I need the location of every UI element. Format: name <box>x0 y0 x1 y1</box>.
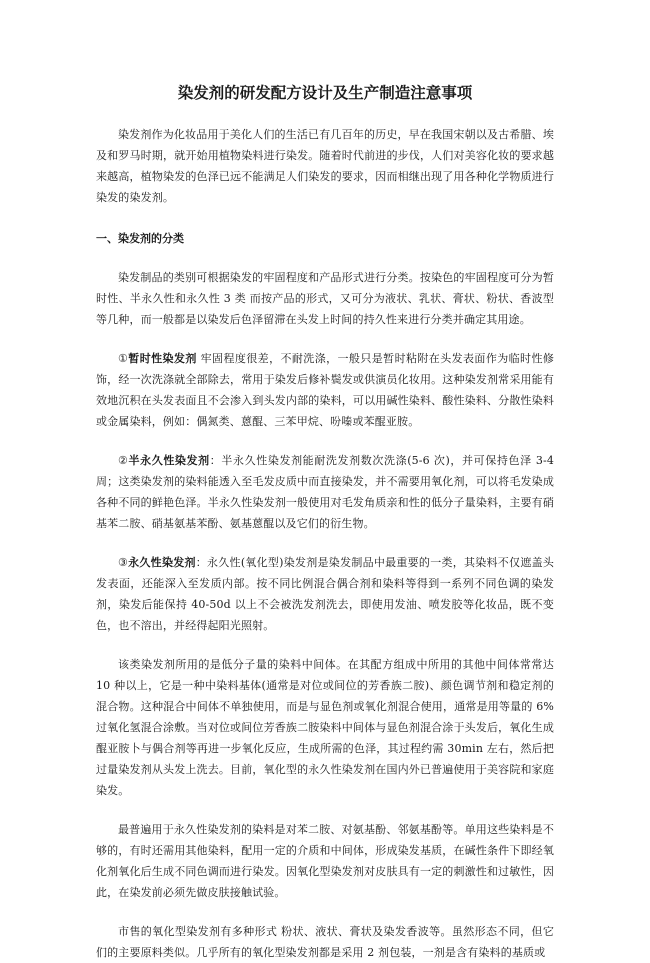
semi-permanent-dye-term: 半永久性染发剂 <box>128 454 210 467</box>
dye-intermediate-paragraph: 该类染发剂所用的是低分子量的染料中间体。在其配方组成中所用的其他中间体常常达 10 种以上，它是一种中染料基体(通常是对位或间位的芳香族二胺)、颜色调节剂和稳定剂的混合物。这种混合中间体不单独使用，而是与显色剂或氧化剂混合使用，通常是用等量的 6%过氧化氢混合涂敷。当对位或间位芳香族二胺染料中间体与显色剂混合涂于头发后，氧化生成醌亚胺卜与偶合剂等再进一步氧化反应，生成所需的色泽，其过程约需 30min 左右，然后把过量染发剂从头发上洗去。目前，氧化型的永久性染发剂在国内外已普遍使用于美容院和家庭染发。 <box>96 658 554 797</box>
temporary-dye-paragraph <box>96 348 554 432</box>
page-title: 染发剂的研发配方设计及生产制造注意事项 <box>177 84 473 102</box>
semi-permanent-dye-paragraph <box>96 450 554 534</box>
section-heading-classification: 一、染发剂的分类 <box>96 232 184 245</box>
classification-paragraph: 染发制品的类别可根据染发的牢固程度和产品形式进行分类。按染色的牢固程度可分为暂时性、半永久性和永久性 3 类 而按产品的形式，又可分为液状、乳状、膏状、粉状、香波型等几种，而一般都是以染发后色泽留滞在头发上时间的持久性来进行分类并确定其用途。 <box>96 271 554 326</box>
item-marker: ② <box>118 454 129 467</box>
item-marker: ① <box>118 352 129 365</box>
temporary-dye-text: 牢固程度很差，不耐洗涤，一般只是暂时粘附在头发表面作为临时性修饰，经一次洗涤就全部除去，常用于染发后修补鬓发或供演员化妆用。这种染发剂常采用能有效地沉积在头发表面且不会渗入到头发内部的染料，可以用碱性染料、酸性染料、分散性染料或金属染料，例如：偶氮类、蒽醌、三苯甲烷、吩嗪或苯醌亚胺。 <box>96 352 555 428</box>
common-dyes-paragraph: 最普遍用于永久性染发剂的染料是对苯二胺、对氨基酚、邻氨基酚等。单用这些染料是不够的，有时还需用其他染料，配用一定的介质和中间体，形成染发基质，在碱性条件下即经氧化剂氧化后生成不同色调而进行染发。因氧化型染发剂对皮肤具有一定的刺激性和过敏性，因此，在染发前必须先做皮肤接触试验。 <box>96 823 554 899</box>
permanent-dye-text: ：永久性(氧化型)染发剂是染发制品中最重要的一类，其染料不仅遮盖头发表面，还能深入至发质内部。按不同比例混合偶合剂和染料等得到一系列不同色调的染发剂，染发后能保持 40-50d 以上不会被洗发剂洗去，即使用发油、喷发胶等化妆品，既不变色，也不溶出，并经得起阳光照射。 <box>96 556 555 632</box>
permanent-dye-paragraph <box>96 552 554 636</box>
temporary-dye-term: 暂时性染发剂 <box>128 352 197 365</box>
market-forms-paragraph: 市售的氧化型染发剂有多种形式 粉状、液状、膏状及染发香波等。虽然形态不同，但它们的主要原料类似。几乎所有的氧化型染发剂都是采用 2 剂包装，一剂是含有染料的基质或 <box>96 925 554 959</box>
semi-permanent-dye-text: ：半永久性染发剂能耐洗发剂数次洗涤(5-6 次)，并可保持色泽 3-4 周；这类染发剂的染料能透入至毛发皮质中而直接染发，并不需要用氧化剂，可以将毛发染成各种不同的鲜艳色泽。半永久性染发剂一般使用对毛发角质亲和性的低分子量染料，主要有硝基苯二胺、硝基氨基苯酚、氨基蒽醌以及它们的衍生物。 <box>96 454 554 530</box>
item-marker: ③ <box>118 556 129 569</box>
permanent-dye-term: 永久性染发剂 <box>128 556 196 569</box>
intro-paragraph: 染发剂作为化妆品用于美化人们的生活已有几百年的历史，早在我国宋朝以及古希腊、埃及和罗马时期，就开始用植物染料进行染发。随着时代前进的步伐，人们对美容化妆的要求越来越高，植物染发的色泽已远不能满足人们染发的要求，因而相继出现了用各种化学物质进行染发的染发剂。 <box>96 128 554 204</box>
